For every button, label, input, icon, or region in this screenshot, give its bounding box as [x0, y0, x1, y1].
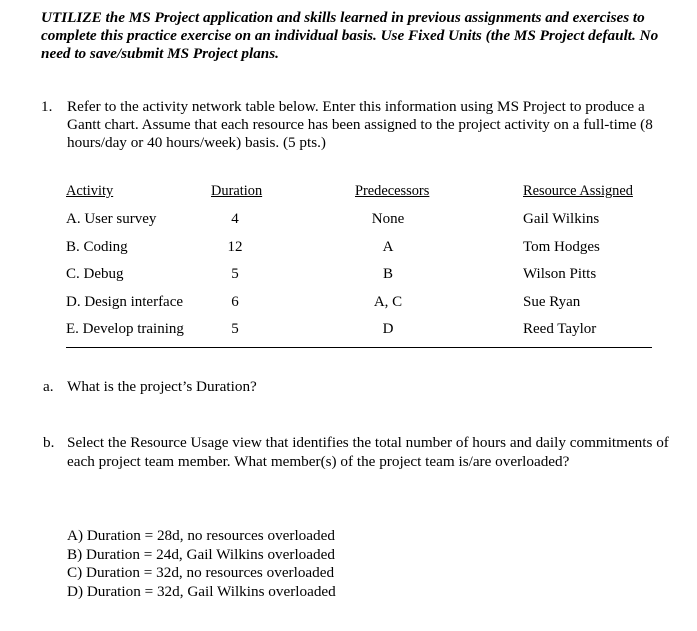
- header-resource-assigned: Resource Assigned: [523, 183, 633, 199]
- cell-activity: E. Develop training: [66, 321, 184, 337]
- cell-activity: A. User survey: [66, 211, 157, 227]
- header-duration: Duration: [211, 183, 263, 199]
- header-predecessors: Predecessors: [355, 183, 430, 199]
- question-1-text: Refer to the activity network table below. Enter this information using MS Project to produce a Gantt chart. Assume that each resource has been assigned to the project activity on a full-time (8 hours/day or 40 hours/week) basis. (5 pts.): [67, 98, 653, 151]
- question-a-label: a.: [43, 378, 54, 395]
- cell-resource: Gail Wilkins: [523, 211, 600, 227]
- cell-activity: D. Design interface: [66, 293, 184, 310]
- answer-choice-d[interactable]: D) Duration = 32d, Gail Wilkins overloaded: [67, 582, 336, 600]
- answer-choices: [67, 527, 336, 601]
- answer-choice-c[interactable]: C) Duration = 32d, no resources overloaded: [67, 564, 335, 581]
- table-bottom-rule: [66, 347, 652, 348]
- cell-activity: B. Coding: [66, 238, 128, 255]
- table-row: A. User survey 4 None Gail Wilkins: [66, 211, 600, 227]
- table-row: E. Develop training 5 D Reed Taylor: [66, 321, 597, 337]
- question-1-number: 1.: [41, 98, 53, 115]
- activity-network-table: [66, 180, 652, 346]
- cell-activity: C. Debug: [66, 266, 124, 282]
- cell-resource: Tom Hodges: [523, 238, 600, 255]
- answer-choice-a[interactable]: A) Duration = 28d, no resources overloaded: [67, 527, 335, 544]
- cell-resource: Wilson Pitts: [523, 266, 597, 282]
- cell-resource: Sue Ryan: [523, 293, 581, 310]
- header-activity: Activity: [66, 183, 114, 199]
- table-row: D. Design interface 6 A, C Sue Ryan: [66, 293, 581, 310]
- answer-choice-b[interactable]: B) Duration = 24d, Gail Wilkins overloaded: [67, 545, 335, 563]
- instructions-intro: UTILIZE the MS Project application and skills learned in previous assignments and exercises to complete this practice exercise on an individual basis. Use Fixed Units (the MS Project default. No need to save/submit MS Project plans.: [41, 9, 659, 62]
- table-row: C. Debug 5 B Wilson Pitts: [66, 266, 597, 282]
- table-header-row: [66, 180, 652, 208]
- question-a-text: What is the project’s Duration?: [67, 378, 257, 395]
- table-row: B. Coding 12 A Tom Hodges: [66, 238, 600, 255]
- cell-resource: Reed Taylor: [523, 321, 597, 337]
- question-b-label: b.: [43, 434, 55, 451]
- question-b-text: Select the Resource Usage view that identifies the total number of hours and daily commitments of each project team member. What member(s) of the project team is/are overloaded?: [67, 434, 669, 470]
